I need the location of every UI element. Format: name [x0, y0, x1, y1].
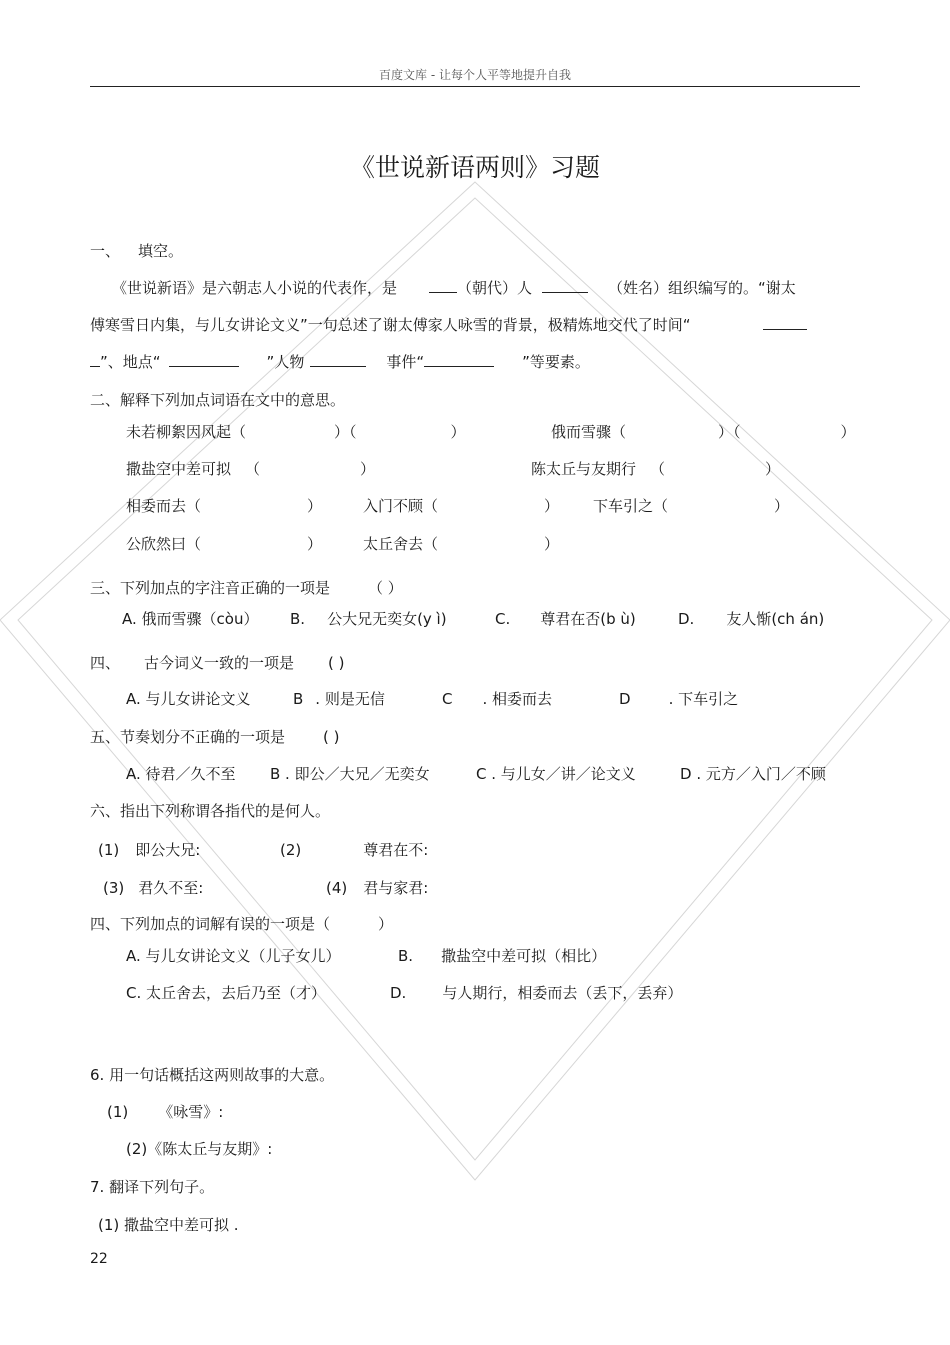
explain-row-1b: 俄而雪骤（ ）（ ） — [551, 423, 856, 441]
header-divider — [90, 86, 860, 87]
page-title: 《世说新语两则》习题 — [349, 153, 600, 182]
s4-option-b: B . 则是无信 — [293, 690, 385, 708]
page-header: 百度文库 - 让每个人平等地提升自我 — [379, 68, 571, 82]
explain-row-4b: 太丘舍去（ ） — [363, 535, 560, 553]
page-number: 22 — [90, 1251, 108, 1267]
s3-option-d: D. 友人惭(ch án) — [678, 610, 825, 628]
section-5-heading: 五、节奏划分不正确的一项是 ( ) — [90, 728, 340, 746]
explain-row-1a: 未若柳絮因风起（ ）（ ） — [126, 423, 466, 441]
s5-option-c: C . 与儿女／讲／论文义 — [476, 765, 636, 783]
s5-option-b: B . 即公／大兄／无奕女 — [270, 765, 430, 783]
s6-item-4: (4) 君与家君: — [326, 879, 429, 897]
s7-option-b: B. 撒盐空中差可拟（相比） — [398, 947, 607, 965]
s5-option-a: A. 待君／久不至 — [126, 765, 236, 783]
explain-row-3a: 相委而去（ ） — [126, 497, 323, 515]
s3-option-a: A. 俄而雪骤（còu） — [122, 610, 259, 628]
s3-option-b: B. 公大兄无奕女(y ì) — [290, 610, 447, 628]
explain-row-2b: 陈太丘与友期行 （ ） — [531, 460, 781, 478]
s4-option-c: C . 相委而去 — [442, 690, 553, 708]
section-4-heading: 四、 古今词义一致的一项是 ( ) — [90, 654, 345, 672]
section-2-heading: 二、解释下列加点词语在文中的意思。 — [90, 391, 346, 409]
explain-row-3b: 入门不顾（ ） — [363, 497, 560, 515]
s3-option-c: C. 尊君在否(b ù) — [495, 610, 636, 628]
s7-option-a: A. 与儿女讲论文义（儿子女儿） — [126, 947, 341, 965]
section-6-heading: 六、指出下列称谓各指代的是何人。 — [90, 802, 331, 820]
s6-item-2: (2) 尊君在不: — [280, 841, 429, 859]
fill-blank-line-2: 傅寒雪日内集，与儿女讲论文义”一句总述了谢太傅家人咏雪的背景，极精炼地交代了时间“ — [90, 314, 807, 335]
q6-item-1: (1) 《咏雪》: — [107, 1103, 224, 1121]
s6-item-3: (3) 君久不至: — [103, 879, 204, 897]
s4-option-d: D . 下车引之 — [619, 690, 739, 708]
explain-row-3c: 下车引之（ ） — [593, 497, 790, 515]
s6-item-1: (1) 即公大兄: — [98, 841, 201, 859]
s7-option-c: C. 太丘舍去，去后乃至（才） — [126, 984, 327, 1002]
s5-option-d: D . 元方／入门／不顾 — [680, 765, 826, 783]
q7-heading: 7. 翻译下列句子。 — [90, 1178, 215, 1196]
q6-heading: 6. 用一句话概括这两则故事的大意。 — [90, 1066, 335, 1084]
explain-row-2a: 撒盐空中差可拟 （ ） — [126, 460, 376, 478]
s4-option-a: A. 与儿女讲论文义 — [126, 690, 251, 708]
fill-blank-line-1: 《世说新语》是六朝志人小说的代表作，是 （朝代）人 （姓名）组织编写的。“谢太 — [112, 279, 796, 297]
s7-option-d: D. 与人期行，相委而去（丢下，丢弃） — [390, 984, 683, 1002]
section-7-heading: 四、下列加点的词解有误的一项是（ ） — [90, 915, 394, 933]
fill-blank-line-3: ”、地点“ ”人物 事件“ ”等要素。 — [90, 351, 590, 372]
section-1-heading: 一、 填空。 — [90, 242, 184, 260]
q6-item-2: (2)《陈太丘与友期》: — [126, 1140, 273, 1158]
explain-row-4a: 公欣然曰（ ） — [126, 535, 323, 553]
section-3-heading: 三、下列加点的字注音正确的一项是 （ ） — [90, 579, 403, 597]
q7-item-1: (1) 撒盐空中差可拟 . — [98, 1216, 239, 1234]
